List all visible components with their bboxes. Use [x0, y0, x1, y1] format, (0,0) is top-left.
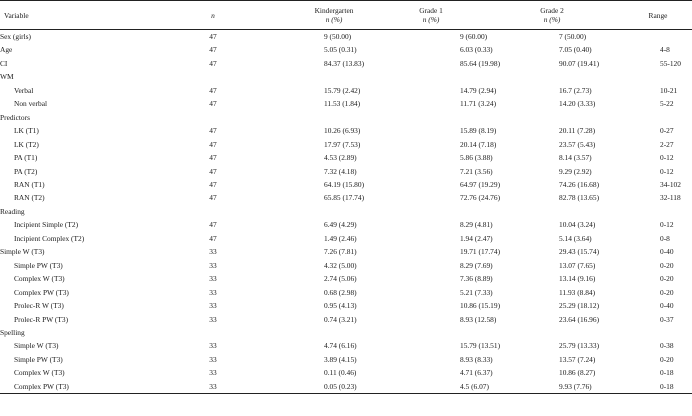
row-grade1-value	[382, 111, 480, 124]
row-grade2-value: 10.86 (8.27)	[559, 368, 596, 378]
row-variable-label: Simple W (T3)	[0, 247, 45, 257]
row-grade2-value: 13.07 (7.65)	[559, 260, 596, 270]
row-variable-label: Simple PW (T3)	[14, 260, 63, 270]
table-row	[0, 57, 692, 70]
row-range-value: 32-118	[660, 193, 681, 203]
row-n-value: 33	[209, 260, 217, 270]
row-range-value: 5-22	[660, 99, 674, 109]
row-grade2-value: 25.79 (13.33)	[559, 341, 600, 351]
row-variable-label: Non verbal	[14, 99, 48, 109]
row-grade2-value: 29.43 (15.74)	[559, 247, 600, 257]
table-row	[0, 299, 692, 312]
row-variable-label: CI	[0, 58, 8, 68]
row-n-value: 33	[209, 368, 217, 378]
table-row	[0, 43, 692, 56]
row-kindergarten-value: 65.85 (17.74)	[324, 193, 365, 203]
row-range-value: 0-12	[660, 153, 674, 163]
row-kindergarten-value: 64.19 (15.80)	[324, 179, 365, 189]
row-kindergarten-value: 5.05 (0.31)	[324, 45, 357, 55]
row-grade1-value	[382, 326, 480, 339]
row-n-value: 47	[209, 58, 217, 68]
row-kindergarten-value: 4.32 (5.00)	[324, 260, 357, 270]
row-variable-label: RAN (T1)	[14, 179, 45, 189]
row-variable-label: Prolec-R W (T3)	[14, 301, 64, 311]
row-grade1-value: 6.03 (0.33)	[460, 45, 493, 55]
row-kindergarten-value	[286, 111, 382, 124]
row-grade2-value: 82.78 (13.65)	[559, 193, 600, 203]
row-kindergarten-value: 0.11 (0.46)	[324, 368, 357, 378]
row-variable-label: RAN (T2)	[14, 193, 45, 203]
table-row	[0, 124, 692, 137]
row-range-value: 0-20	[660, 354, 674, 364]
row-variable-label: Simple W (T3)	[14, 341, 59, 351]
row-n-value: 47	[209, 166, 217, 176]
row-grade2-value	[480, 70, 624, 83]
row-n-value: 33	[209, 341, 217, 351]
row-variable-label: Incipient Complex (T2)	[14, 233, 85, 243]
row-n-value: 47	[209, 220, 217, 230]
row-range-value: 0-8	[660, 233, 670, 243]
row-grade1-value: 14.79 (2.94)	[460, 85, 497, 95]
row-range-value: 0-18	[624, 380, 692, 394]
row-grade1-value: 8.93 (8.33)	[460, 354, 493, 364]
row-variable-label: Prolec-R PW (T3)	[14, 314, 69, 324]
table-row	[0, 259, 692, 272]
row-variable-label: Incipient Simple (T2)	[14, 220, 79, 230]
row-variable-label: Verbal	[14, 85, 34, 95]
row-grade2-value	[480, 111, 624, 124]
row-kindergarten-value: 84.37 (13.83)	[324, 58, 365, 68]
row-grade2-value: 7 (50.00)	[559, 32, 587, 41]
row-n-value: 47	[209, 85, 217, 95]
table-row	[0, 353, 692, 366]
table-row	[0, 286, 692, 299]
row-grade1-value	[382, 70, 480, 83]
row-variable-label: PA (T1)	[14, 153, 38, 163]
table-row	[0, 339, 692, 352]
row-grade1-value: 4.71 (6.37)	[460, 368, 493, 378]
row-kindergarten-value: 0.68 (2.98)	[324, 287, 357, 297]
row-kindergarten-value: 0.74 (3.21)	[324, 314, 357, 324]
table-row	[0, 218, 692, 231]
row-n-value: 47	[209, 99, 217, 109]
row-kindergarten-value: 3.89 (4.15)	[324, 354, 357, 364]
row-range-value	[624, 326, 692, 339]
row-range-value	[624, 30, 692, 44]
header-range: Range	[624, 1, 692, 30]
row-kindergarten-value: 4.53 (2.89)	[324, 153, 357, 163]
row-grade2-value: 5.14 (3.64)	[559, 233, 592, 243]
row-grade2-value: 23.57 (5.43)	[559, 139, 596, 149]
row-grade1-value: 20.14 (7.18)	[460, 139, 497, 149]
row-kindergarten-value	[286, 326, 382, 339]
row-n-value	[140, 70, 286, 83]
row-variable-label: Complex PW (T3)	[0, 380, 140, 394]
row-grade1-value: 8.29 (7.69)	[460, 260, 493, 270]
row-range-value: 0-12	[660, 220, 674, 230]
table-row	[0, 191, 692, 204]
row-n-value: 33	[209, 287, 217, 297]
row-range-value: 34-102	[660, 179, 681, 189]
table-body	[0, 30, 692, 394]
row-grade2-value	[480, 326, 624, 339]
row-variable-label: Complex W (T3)	[14, 274, 65, 284]
row-variable-label: Reading	[0, 206, 25, 216]
row-grade1-value: 85.64 (19.98)	[460, 58, 501, 68]
row-n-value: 33	[209, 314, 217, 324]
row-range-value: 4-8	[660, 45, 670, 55]
row-kindergarten-value: 6.49 (4.29)	[324, 220, 357, 230]
row-n-value	[140, 111, 286, 124]
row-n-value: 47	[209, 32, 217, 41]
row-kindergarten-value: 0.95 (4.13)	[324, 301, 357, 311]
row-grade2-value: 13.14 (9.16)	[559, 274, 596, 284]
row-kindergarten-value	[286, 205, 382, 218]
table-row	[0, 178, 692, 191]
row-grade1-value: 64.97 (19.29)	[460, 179, 501, 189]
row-kindergarten-value: 17.97 (7.53)	[324, 139, 361, 149]
header-grade2: Grade 2 n (%)	[480, 1, 624, 30]
row-n-value: 47	[209, 179, 217, 189]
row-range-value: 55-120	[660, 58, 681, 68]
table-header-row	[0, 1, 692, 30]
table-row	[0, 30, 692, 44]
row-grade1-value: 11.71 (3.24)	[460, 99, 497, 109]
table-row	[0, 245, 692, 258]
row-n-value: 47	[209, 126, 217, 136]
table-row	[0, 313, 692, 326]
row-grade2-value: 9.93 (7.76)	[480, 380, 624, 394]
row-kindergarten-value: 9 (50.00)	[324, 32, 352, 41]
row-n-value: 33	[209, 274, 217, 284]
row-range-value: 0-20	[660, 287, 674, 297]
row-variable-label: Sex (girls)	[0, 32, 31, 41]
table-row	[0, 70, 692, 83]
row-kindergarten-value: 15.79 (2.42)	[324, 85, 361, 95]
table-row	[0, 272, 692, 285]
row-n-value: 33	[209, 354, 217, 364]
row-grade1-value: 7.21 (3.56)	[460, 166, 493, 176]
row-grade2-value: 23.64 (16.96)	[559, 314, 600, 324]
row-grade1-value: 72.76 (24.76)	[460, 193, 501, 203]
row-grade1-value: 1.94 (2.47)	[460, 233, 493, 243]
row-n-value	[140, 326, 286, 339]
row-grade2-value: 8.14 (3.57)	[559, 153, 592, 163]
row-variable-label: Complex W (T3)	[14, 368, 65, 378]
row-range-value: 0-40	[660, 301, 674, 311]
row-n-value: 47	[209, 233, 217, 243]
table-row	[0, 380, 692, 394]
table-row	[0, 165, 692, 178]
row-grade2-value: 16.7 (2.73)	[559, 85, 592, 95]
row-variable-label: PA (T2)	[14, 166, 38, 176]
row-range-value: 0-38	[660, 341, 674, 351]
row-grade2-value: 25.29 (18.12)	[559, 301, 600, 311]
row-variable-label: WM	[0, 72, 14, 82]
row-grade2-value: 14.20 (3.33)	[559, 99, 596, 109]
row-range-value: 0-40	[660, 247, 674, 257]
row-n-value: 47	[209, 45, 217, 55]
row-range-value: 0-18	[660, 368, 674, 378]
table-row	[0, 326, 692, 339]
table-row	[0, 138, 692, 151]
row-grade1-value: 15.79 (13.51)	[460, 341, 501, 351]
row-n-value: 47	[209, 139, 217, 149]
row-range-value: 0-37	[660, 314, 674, 324]
row-n-value: 33	[209, 301, 217, 311]
row-range-value: 0-20	[660, 274, 674, 284]
header-n: n	[140, 1, 286, 30]
row-n-value: 47	[209, 193, 217, 203]
row-range-value	[624, 205, 692, 218]
row-kindergarten-value: 7.32 (4.18)	[324, 166, 357, 176]
row-n-value: 33	[140, 380, 286, 394]
row-grade1-value: 10.86 (15.19)	[460, 301, 501, 311]
table-row	[0, 205, 692, 218]
row-grade1-value: 4.5 (6.07)	[382, 380, 480, 394]
row-kindergarten-value	[286, 70, 382, 83]
row-n-value: 47	[209, 153, 217, 163]
row-grade2-value: 11.93 (8.84)	[559, 287, 596, 297]
row-variable-label: Age	[0, 45, 13, 55]
row-grade1-value: 15.89 (8.19)	[460, 126, 497, 136]
header-variable: Variable	[0, 1, 140, 30]
row-grade1-value: 8.29 (4.81)	[460, 220, 493, 230]
row-variable-label: Simple PW (T3)	[14, 354, 63, 364]
row-range-value: 0-20	[660, 260, 674, 270]
row-grade1-value: 5.21 (7.33)	[460, 287, 493, 297]
table-row	[0, 366, 692, 379]
row-n-value: 33	[209, 247, 217, 257]
row-range-value	[624, 70, 692, 83]
row-variable-label: LK (T2)	[14, 139, 39, 149]
row-grade2-value: 90.07 (19.41)	[559, 58, 600, 68]
row-kindergarten-value: 0.05 (0.23)	[286, 380, 382, 394]
row-variable-label: Predictors	[0, 112, 30, 122]
row-grade1-value: 9 (60.00)	[460, 32, 488, 41]
table-row	[0, 111, 692, 124]
row-grade1-value: 8.93 (12.58)	[460, 314, 497, 324]
row-range-value: 0-27	[660, 126, 674, 136]
row-kindergarten-value: 2.74 (5.06)	[324, 274, 357, 284]
row-variable-label: Complex PW (T3)	[14, 287, 69, 297]
row-kindergarten-value: 7.26 (7.81)	[324, 247, 357, 257]
row-grade2-value: 13.57 (7.24)	[559, 354, 596, 364]
row-range-value: 0-12	[660, 166, 674, 176]
row-range-value: 10-21	[660, 85, 678, 95]
row-grade2-value: 20.11 (7.28)	[559, 126, 596, 136]
table-row	[0, 151, 692, 164]
row-grade2-value: 74.26 (16.68)	[559, 179, 600, 189]
row-range-value	[624, 111, 692, 124]
header-grade1: Grade 1 n (%)	[382, 1, 480, 30]
header-kindergarten: Kindergarten n (%)	[286, 1, 382, 30]
row-kindergarten-value: 4.74 (6.16)	[324, 341, 357, 351]
row-grade2-value: 10.04 (3.24)	[559, 220, 596, 230]
row-grade2-value: 7.05 (0.40)	[559, 45, 592, 55]
row-grade2-value	[480, 205, 624, 218]
table-row	[0, 232, 692, 245]
row-kindergarten-value: 11.53 (1.84)	[324, 99, 361, 109]
row-range-value: 2-27	[660, 139, 674, 149]
row-kindergarten-value: 1.49 (2.46)	[324, 233, 357, 243]
table-row	[0, 97, 692, 110]
row-grade1-value: 7.36 (8.89)	[460, 274, 493, 284]
row-n-value	[140, 205, 286, 218]
table-row	[0, 84, 692, 97]
row-grade1-value: 5.86 (3.88)	[460, 153, 493, 163]
row-variable-label: Spelling	[0, 327, 25, 337]
row-grade1-value: 19.71 (17.74)	[460, 247, 501, 257]
row-grade2-value: 9.29 (2.92)	[559, 166, 592, 176]
row-variable-label: LK (T1)	[14, 126, 39, 136]
row-grade1-value	[382, 205, 480, 218]
row-kindergarten-value: 10.26 (6.93)	[324, 126, 361, 136]
